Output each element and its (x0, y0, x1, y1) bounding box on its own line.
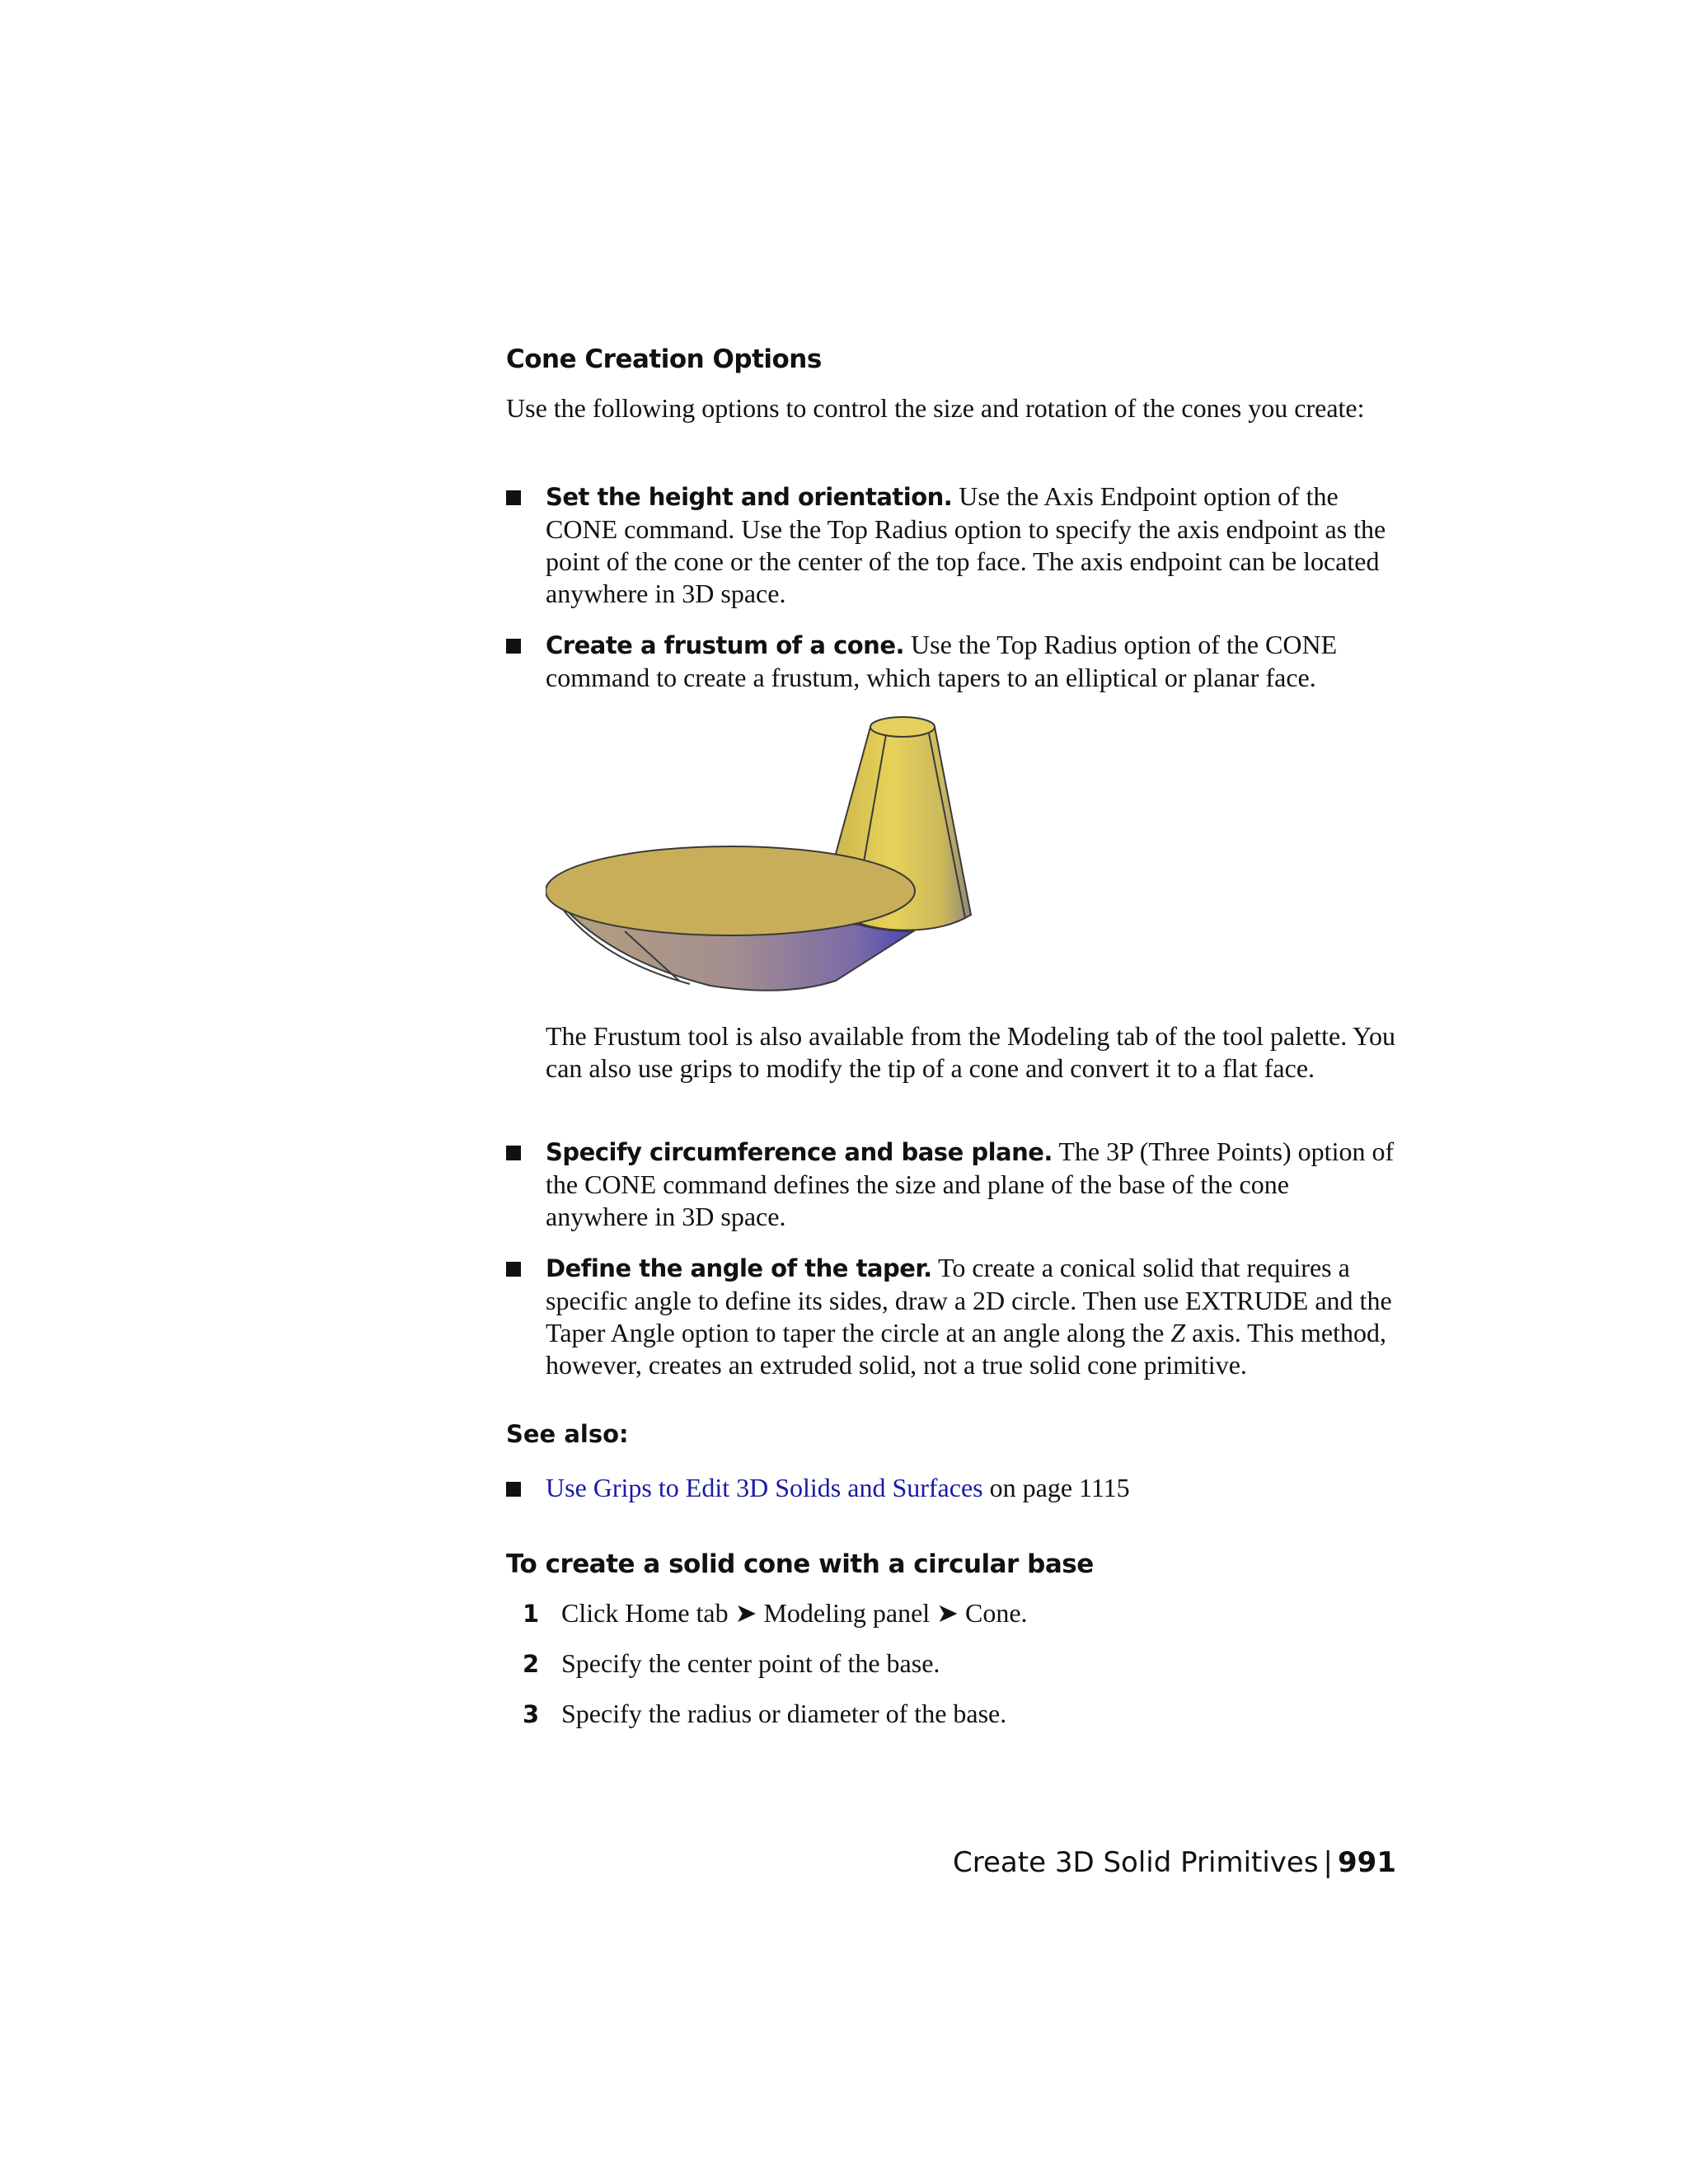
bullet-body (546, 629, 1396, 694)
bullet-square-icon (506, 1146, 521, 1160)
bullet-item-height-orientation (506, 480, 1396, 610)
bullet-lead: Define the angle of the taper. (546, 1254, 932, 1282)
bullet-square-icon (506, 490, 521, 505)
z-axis-italic: Z (1170, 1318, 1186, 1347)
bullet-item-taper-angle (506, 1252, 1396, 1381)
bullet-text: Use the Axis Endpoint option of the CONE command. Use the Top Radius option to specify the axis endpoint as the point of the cone or the center of the top face. The axis endpoint can be located anywhere in 3D space. (546, 481, 1386, 608)
frustum-note: The Frustum tool is also available from the Modeling tab of the tool palette. You can also use grips to modify the tip of a cone and convert it to a flat face. (546, 1021, 1395, 1083)
bullet-body (546, 1472, 1396, 1504)
see-also-label: See also: (506, 1420, 629, 1448)
step-text: Click Home tab ➤ Modeling panel ➤ Cone. (561, 1598, 1028, 1628)
intro-paragraph: Use the following options to control the size and rotation of the cones you create: (506, 393, 1365, 423)
bowl-frustum-shape (546, 846, 915, 991)
bullet-body (546, 1252, 1396, 1381)
bullet-body (546, 480, 1396, 610)
step-text: Specify the center point of the base. (561, 1648, 940, 1678)
grips-edit-link[interactable]: Use Grips to Edit 3D Solids and Surfaces (546, 1473, 983, 1502)
bullet-body (546, 1136, 1396, 1233)
bullet-text-before: To create a conical solid that requires a specific angle to define its sides, draw a 2D circle. Then use EXTRUDE and the Taper Angle option to taper the circle at an angle along the (546, 1253, 1392, 1347)
step-number: 1 (523, 1600, 540, 1628)
see-also-page-ref: on page 1115 (982, 1473, 1130, 1502)
bullet-lead: Create a frustum of a cone. (546, 631, 905, 659)
bullet-lead: Set the height and orientation. (546, 483, 953, 511)
footer-separator: | (1323, 1846, 1334, 1879)
step-text: Specify the radius or diameter of the base. (561, 1699, 1007, 1728)
footer-chapter-title: Create 3D Solid Primitives (953, 1846, 1319, 1879)
procedure-step (506, 1698, 1396, 1730)
procedure-step (506, 1647, 1396, 1680)
procedure-heading: To create a solid cone with a circular base (506, 1549, 1094, 1579)
see-also-item (506, 1472, 1396, 1504)
bullet-square-icon (506, 639, 521, 654)
bullet-text: The 3P (Three Points) option of the CONE command defines the size and plane of the base of the cone anywhere in 3D space. (546, 1137, 1395, 1231)
bullet-square-icon (506, 1482, 521, 1497)
procedure-step (506, 1597, 1396, 1629)
section-heading: Cone Creation Options (506, 344, 822, 374)
bullet-text-after: axis. This method, however, creates an extruded solid, not a true solid cone primitive. (546, 1318, 1386, 1380)
page-footer (953, 1846, 1396, 1879)
step-number: 2 (523, 1650, 540, 1678)
page-number: 991 (1338, 1846, 1396, 1879)
frustum-cone-illustration (546, 709, 1024, 999)
bullet-text: Use the Top Radius option of the CONE command to create a frustum, which tapers to an elliptical or planar face. (546, 630, 1338, 692)
step-number: 3 (523, 1700, 540, 1728)
bullet-item-circumference (506, 1136, 1396, 1233)
bullet-item-frustum (506, 629, 1396, 694)
bullet-square-icon (506, 1262, 521, 1277)
bullet-lead: Specify circumference and base plane. (546, 1138, 1053, 1166)
